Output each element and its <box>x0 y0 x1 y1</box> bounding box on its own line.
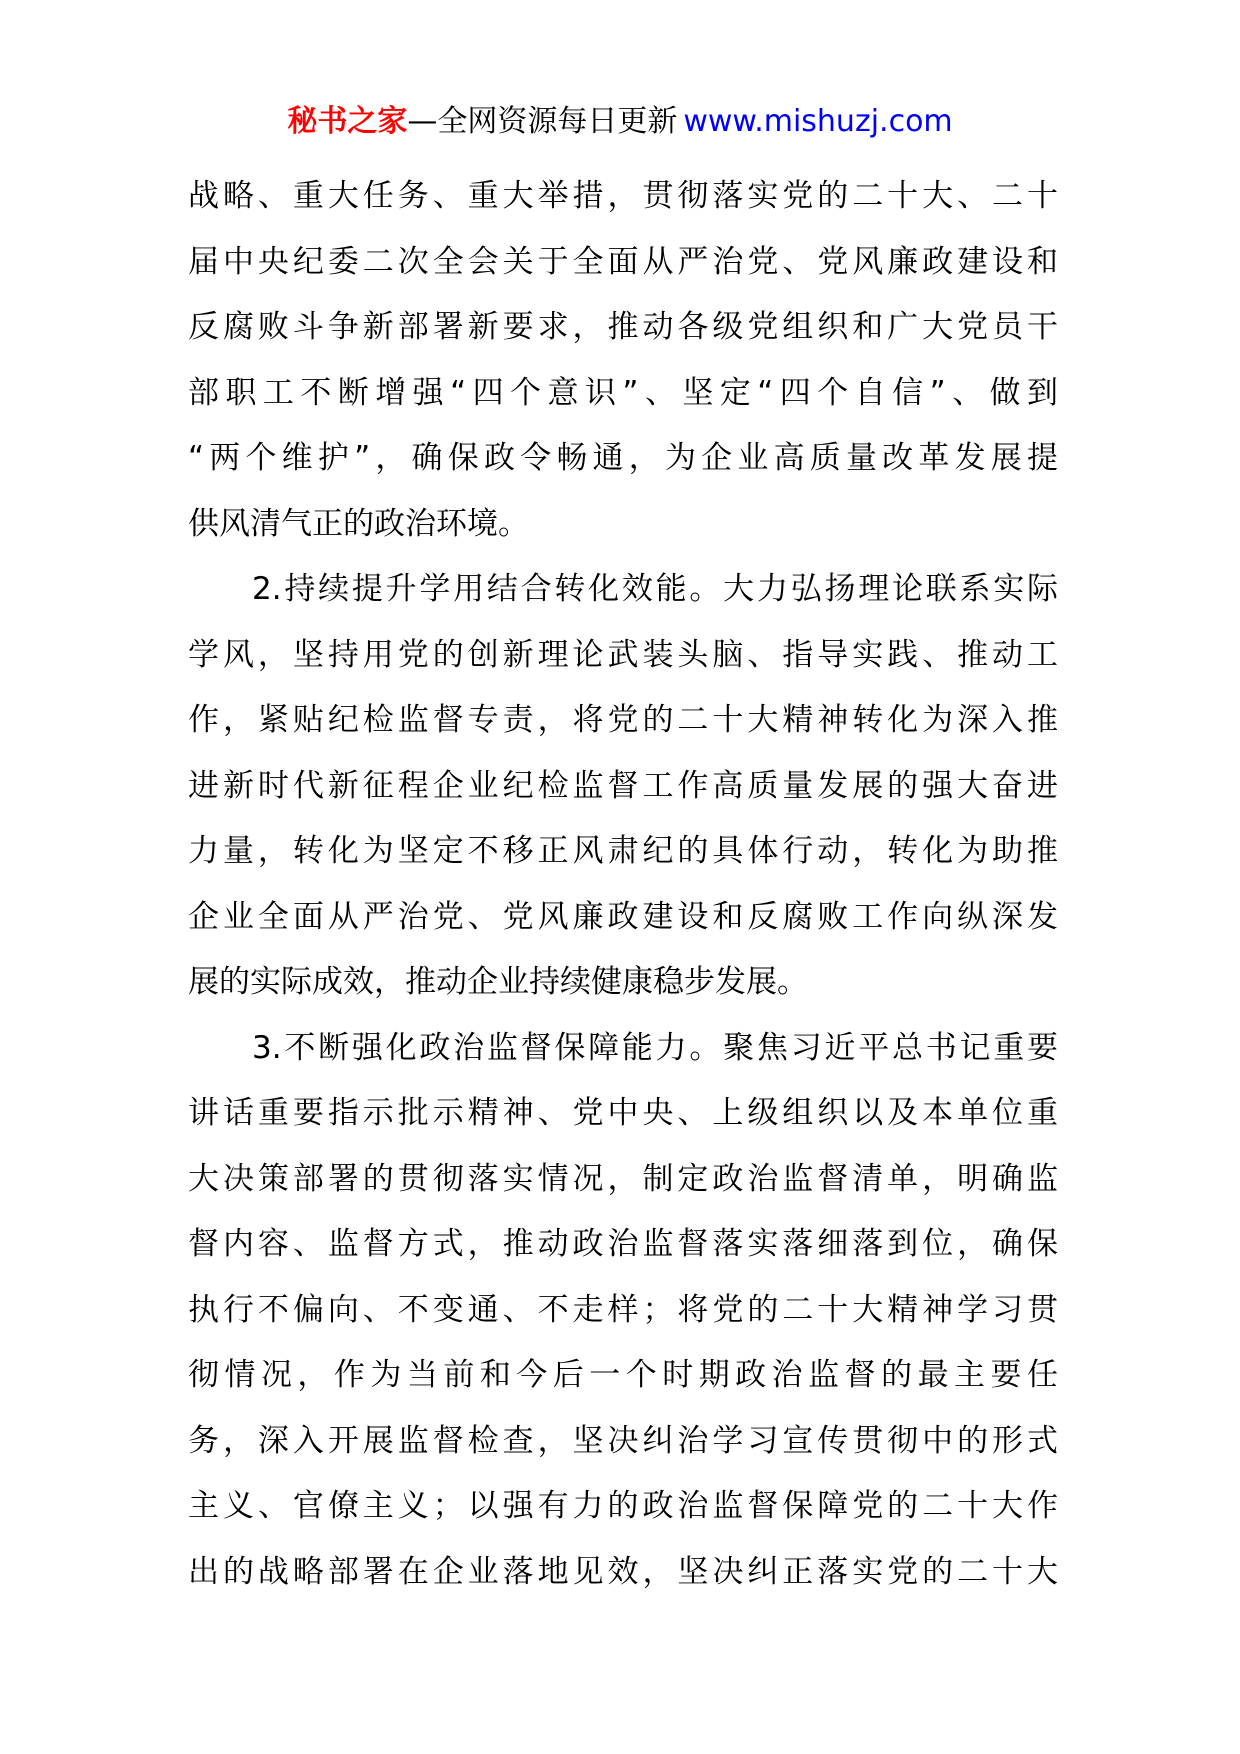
page-header <box>0 100 1240 144</box>
text-line: 主义、官僚主义；以强有力的政治监督保障党的二十大作 <box>188 1488 1058 1524</box>
text-line: 出的战略部署在企业落地见效，坚决纠正落实党的二十大 <box>188 1553 1058 1590</box>
text-line: 供风清气正的政治环境。 <box>188 505 529 542</box>
text-line: 战略、重大任务、重大举措，贯彻落实党的二十大、二十 <box>188 178 1058 214</box>
text-line: 执行不偏向、不变通、不走样；将党的二十大精神学习贯 <box>188 1291 1058 1328</box>
site-url-link[interactable]: www.mishuzj.com <box>683 104 953 139</box>
text-line: 务，深入开展监督检查，坚决纠治学习宣传贯彻中的形式 <box>188 1422 1058 1459</box>
text-line: 作，紧贴纪检监督专责，将党的二十大精神转化为深入推 <box>188 702 1058 738</box>
text-line: 反腐败斗争新部署新要求，推动各级党组织和广大党员干 <box>188 309 1058 345</box>
text-line: 讲话重要指示批示精神、党中央、上级组织以及本单位重 <box>188 1095 1058 1131</box>
document-body <box>188 164 1058 1605</box>
text-line: 督内容、监督方式，推动政治监督落实落细落到位，确保 <box>188 1226 1058 1262</box>
paragraph-heading-3: 3.不断强化政治监督保障能力。聚焦习近平总书记重要 <box>252 1029 1058 1066</box>
text-line: 届中央纪委二次全会关于全面从严治党、党风廉政建设和 <box>188 243 1058 280</box>
text-line: 大决策部署的贯彻落实情况，制定政治监督清单，明确监 <box>188 1160 1058 1197</box>
text-line: 企业全面从严治党、党风廉政建设和反腐败工作向纵深发 <box>188 898 1058 935</box>
paragraph-heading-2: 2.持续提升学用结合转化效能。大力弘扬理论联系实际 <box>252 571 1058 607</box>
text-line: 学风，坚持用党的创新理论武装头脑、指导实践、推动工 <box>188 636 1058 673</box>
text-line: “两个维护”，确保政令畅通，为企业高质量改革发展提 <box>188 440 1058 476</box>
text-line: 进新时代新征程企业纪检监督工作高质量发展的强大奋进 <box>188 767 1058 804</box>
text-line: 部职工不断增强“四个意识”、坚定“四个自信”、做到 <box>188 374 1058 411</box>
text-line: 展的实际成效，推动企业持续健康稳步发展。 <box>188 964 808 1000</box>
text-line: 力量，转化为坚定不移正风肃纪的具体行动，转化为助推 <box>188 833 1058 869</box>
site-tagline: —全网资源每日更新 <box>407 104 678 139</box>
text-line: 彻情况，作为当前和今后一个时期政治监督的最主要任 <box>188 1357 1058 1393</box>
site-brand: 秘书之家 <box>287 104 408 139</box>
